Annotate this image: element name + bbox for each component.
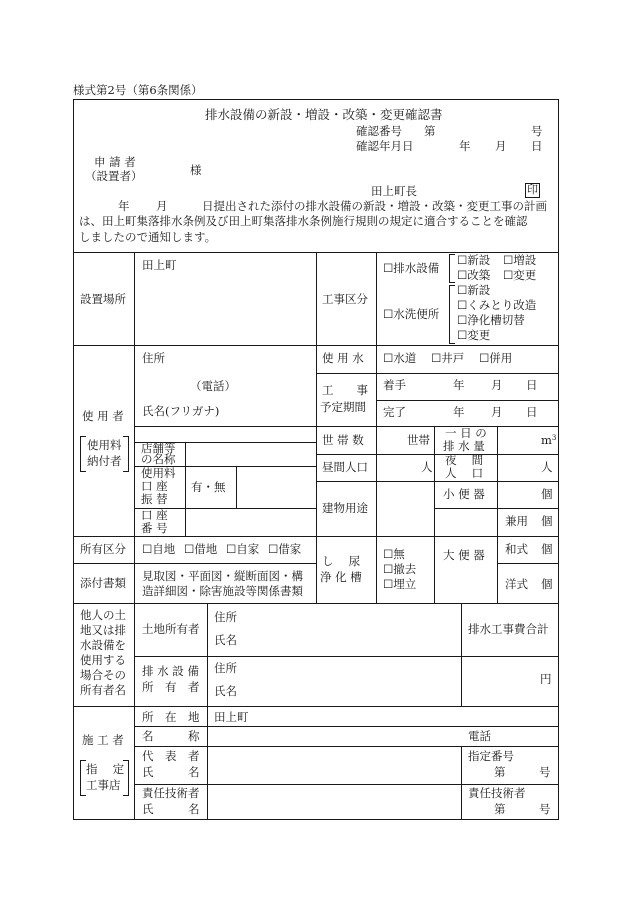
fee-payer-label-1: 使用料	[87, 438, 122, 452]
firm-phone-label: 電話	[468, 729, 491, 743]
col-line	[236, 466, 237, 508]
confirm-number-go: 号	[531, 124, 543, 138]
end-year: 年	[453, 405, 465, 419]
work-period-label-1: 工 事	[322, 383, 368, 397]
form-number: 様式第2号（第6条関係）	[73, 83, 203, 97]
mayor-title: 田上町長	[371, 184, 417, 198]
col-line	[497, 426, 498, 603]
col-line	[434, 426, 435, 603]
frame-left	[73, 99, 74, 820]
night-population-unit: 人	[541, 460, 553, 474]
building-use-label: 建物用途	[322, 501, 368, 515]
designated-label-2: 工事店	[86, 778, 121, 792]
land-owner-address-label: 住所	[214, 610, 237, 624]
japanese-style-label: 和式	[505, 542, 528, 556]
drain-option-add[interactable]: ☐増設	[503, 253, 537, 267]
equip-owner-address-label: 住所	[214, 661, 237, 675]
confirm-date-year: 年	[459, 139, 471, 153]
drain-option-new[interactable]: ☐新設	[457, 253, 491, 267]
japanese-style-unit: 個	[541, 542, 553, 556]
daily-discharge-unit: $m^3$	[541, 433, 557, 447]
water-option-both[interactable]: ☐併用	[479, 351, 513, 365]
drain-option-change[interactable]: ☐変更	[503, 268, 537, 282]
install-place-value: 田上町	[142, 258, 177, 272]
user-phone-label: （電話）	[190, 379, 236, 393]
col-line	[134, 252, 135, 820]
confirm-date-month: 月	[495, 139, 507, 153]
confirm-date-day: 日	[531, 139, 543, 153]
fee-payer-label-2: 納付者	[87, 454, 122, 468]
start-month: 月	[491, 378, 503, 392]
other-land-line-1: 他人の土	[80, 608, 126, 622]
fee-account-label-3: 振 替	[141, 492, 168, 506]
end-month: 月	[491, 405, 503, 419]
row-line	[73, 603, 559, 604]
fee-account-label-1: 使用料	[141, 466, 176, 480]
western-style-label: 洋式	[505, 577, 528, 591]
row-line	[497, 563, 559, 564]
body-month: 月	[156, 199, 168, 213]
other-land-line-4: 使用する	[80, 653, 126, 667]
water-option-supply[interactable]: ☐水道	[383, 351, 417, 365]
row-line	[134, 426, 316, 427]
septic-option-none[interactable]: ☐無	[383, 547, 405, 561]
other-land-line-3: 水設備を	[80, 638, 126, 652]
confirm-date-label: 確認年月日	[356, 139, 414, 153]
septic-option-bury[interactable]: ☐埋立	[383, 577, 417, 591]
designated-number-go: 号	[539, 765, 551, 779]
land-owner-name-label: 氏名	[214, 633, 237, 647]
row-line	[376, 400, 559, 401]
equip-owner-label-2: 所 有 者	[142, 680, 200, 694]
septic-label-1: し 尿	[322, 554, 361, 568]
toilet-label: 大 便 器	[443, 548, 485, 562]
seal-mark: 印	[527, 183, 538, 196]
end-day: 日	[526, 405, 538, 419]
ownership-leased-land[interactable]: ☐借地	[184, 542, 218, 556]
work-period-label-2: 予定期間	[320, 400, 366, 414]
urinal-unit: 個	[541, 487, 553, 501]
attachments-line-1: 見取図・平面図・縦断面図・構	[142, 569, 303, 583]
ownership-own-house[interactable]: ☐自家	[226, 542, 260, 556]
col-line	[316, 252, 317, 603]
flush-toilet-checkbox[interactable]: ☐水洗便所	[383, 307, 440, 321]
row-line	[134, 746, 559, 747]
col-line	[185, 442, 186, 536]
col-line	[207, 603, 208, 820]
location-label: 所 在 地	[142, 710, 200, 724]
night-population-label-2: 人 口	[445, 466, 484, 480]
ownership-own-land[interactable]: ☐自地	[142, 542, 176, 556]
frame-bottom	[73, 819, 559, 820]
start-day: 日	[526, 378, 538, 392]
engineer-number-label: 責任技術者	[468, 786, 526, 800]
toilet-bracket	[449, 285, 455, 344]
western-style-unit: 個	[541, 577, 553, 591]
confirm-number-dai: 第	[424, 124, 436, 138]
end-label: 完了	[383, 405, 406, 419]
daytime-population-label: 昼間人口	[322, 460, 368, 474]
row-line	[73, 706, 559, 707]
row-line	[134, 726, 559, 727]
other-land-line-5: 場合その	[80, 668, 126, 682]
toilet-option-change[interactable]: ☐変更	[457, 328, 491, 342]
daytime-population-unit: 人	[421, 460, 433, 474]
row-line	[316, 454, 559, 455]
applicant-label: 申 請 者	[94, 155, 136, 169]
fee-payer-bracket-right	[123, 436, 129, 472]
ownership-rented-house[interactable]: ☐借家	[268, 542, 302, 556]
water-use-label: 使 用 水	[322, 351, 364, 365]
other-land-line-6: 所有者名	[80, 683, 126, 697]
frame-top	[73, 99, 559, 100]
body-line-2: は、田上町集落排水条例及び田上町集落排水条例施行規則の規定に適合することを確認	[79, 214, 528, 228]
body-line-3: しましたので通知します。	[79, 230, 217, 244]
designated-number-dai: 第	[494, 765, 506, 779]
land-owner-label: 土地所有者	[142, 622, 200, 636]
toilet-option-septic-switch[interactable]: ☐浄化槽切替	[457, 313, 525, 327]
row-line	[316, 373, 559, 374]
col-line	[376, 252, 377, 603]
other-land-line-2: 地又は排	[80, 623, 126, 637]
toilet-option-new[interactable]: ☐新設	[457, 283, 491, 297]
septic-option-remove[interactable]: ☐撤去	[383, 562, 417, 576]
engineer-label-1: 責任技術者	[142, 786, 200, 800]
representative-label-2: 氏 名	[142, 765, 200, 779]
row-line	[316, 536, 559, 537]
row-line	[73, 563, 317, 564]
applicant-sub-label: （設置者）	[85, 169, 143, 183]
install-place-label: 設置場所	[80, 292, 126, 306]
drain-equipment-checkbox[interactable]: ☐排水設備	[383, 261, 440, 275]
dual-use-unit: 個	[541, 514, 553, 528]
households-label: 世 帯 数	[322, 433, 364, 447]
total-cost-unit: 円	[540, 672, 552, 686]
row-line	[134, 784, 559, 785]
confirm-number-label: 確認番号	[356, 124, 402, 138]
location-value: 田上町	[214, 710, 249, 724]
designated-number-label: 指定番号	[468, 749, 514, 763]
user-name-label: 氏名(フリガナ)	[142, 404, 220, 418]
fee-account-yes-no[interactable]: 有・無	[191, 480, 226, 494]
representative-label-1: 代 表 者	[142, 749, 200, 763]
night-population-label-1: 夜 間	[445, 453, 484, 467]
start-year: 年	[453, 378, 465, 392]
designated-label-1: 指 定	[86, 762, 125, 776]
user-label: 使 用 者	[82, 409, 124, 423]
equip-owner-name-label: 氏名	[214, 684, 237, 698]
row-line	[134, 656, 559, 657]
body-line-1: 日提出された添付の排水設備の新設・増設・改築・変更工事の計画	[202, 199, 547, 213]
contractor-label: 施 工 者	[82, 733, 124, 747]
fee-payer-bracket-left	[80, 436, 86, 472]
engineer-number-dai: 第	[494, 802, 506, 816]
equip-owner-label-1: 排 水 設 備	[142, 664, 199, 678]
row-line	[316, 426, 559, 427]
shop-name-label-1: 店舗等	[141, 441, 176, 455]
ownership-label: 所有区分	[80, 542, 126, 556]
daily-discharge-label-1: 一 日 の	[445, 426, 487, 440]
daily-discharge-label-2: 排 水 量	[443, 439, 485, 453]
honorific-sama: 様	[190, 163, 202, 177]
households-unit: 世帯	[407, 433, 430, 447]
total-cost-label: 排水工事費合計	[468, 622, 549, 636]
document-title: 排水設備の新設・増設・改築・変更確認書	[205, 107, 443, 122]
toilet-option-convert[interactable]: ☐くみとり改造	[457, 298, 537, 312]
start-label: 着手	[383, 378, 406, 392]
col-line	[461, 746, 462, 820]
drain-bracket	[449, 254, 455, 283]
fee-account-label-2: 口 座	[141, 479, 168, 493]
drain-option-reform[interactable]: ☐改築	[457, 268, 491, 282]
attachments-line-2: 造詳細図・除害施設等関係書類	[142, 584, 303, 598]
body-year: 年	[118, 199, 130, 213]
work-type-label: 工事区分	[322, 292, 368, 306]
col-line	[461, 603, 462, 706]
user-address-label: 住所	[142, 351, 165, 365]
row-line	[316, 481, 559, 482]
urinal-label: 小 便 器	[443, 487, 485, 501]
firm-name-label: 名 称	[142, 729, 200, 743]
account-number-label-1: 口 座	[141, 508, 168, 522]
frame-right	[558, 99, 559, 820]
account-number-label-2: 番 号	[141, 521, 168, 535]
engineer-number-go: 号	[539, 802, 551, 816]
dual-use-label: 兼用	[505, 514, 528, 528]
water-option-well[interactable]: ☐井戸	[431, 351, 465, 365]
engineer-label-2: 氏 名	[142, 802, 200, 816]
shop-name-label-2: の名称	[141, 452, 176, 466]
septic-label-2: 浄 化 槽	[320, 570, 362, 584]
attachments-label: 添付書類	[80, 576, 126, 590]
row-line	[73, 536, 317, 537]
